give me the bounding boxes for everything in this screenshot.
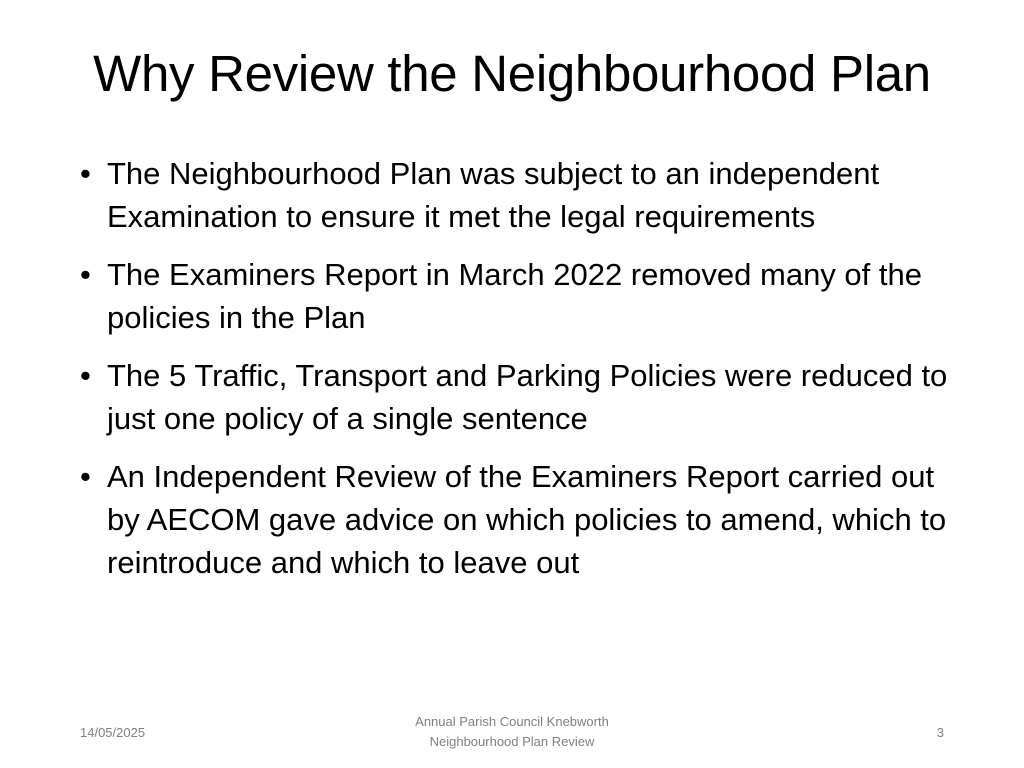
footer-title-line-1: Annual Parish Council Knebworth [415, 714, 609, 729]
footer-date: 14/05/2025 [80, 725, 146, 740]
bullet-marker: • [80, 257, 91, 292]
bullet-item [80, 152, 960, 238]
bullet-text: The Examiners Report in March 2022 removed many of the policies in the Plan [107, 257, 922, 335]
bullet-list [80, 152, 960, 599]
bullet-marker: • [80, 156, 91, 191]
footer-title [362, 712, 662, 752]
slide-title: Why Review the Neighbourhood Plan [93, 45, 931, 102]
bullet-text: An Independent Review of the Examiners Report carried out by AECOM gave advice on which policies to amend, which to reintroduce and which to leave out [107, 459, 947, 580]
bullet-marker: • [80, 358, 91, 393]
bullet-marker: • [80, 459, 91, 494]
bullet-item [80, 455, 960, 584]
bullet-text: The 5 Traffic, Transport and Parking Policies were reduced to just one policy of a single sentence [107, 358, 948, 436]
bullet-item [80, 253, 960, 339]
bullet-item [80, 354, 960, 440]
page-number: 3 [936, 725, 944, 740]
footer-title-line-2: Neighbourhood Plan Review [429, 734, 595, 749]
bullet-text: The Neighbourhood Plan was subject to an independent Examination to ensure it met the legal requirements [107, 156, 880, 234]
